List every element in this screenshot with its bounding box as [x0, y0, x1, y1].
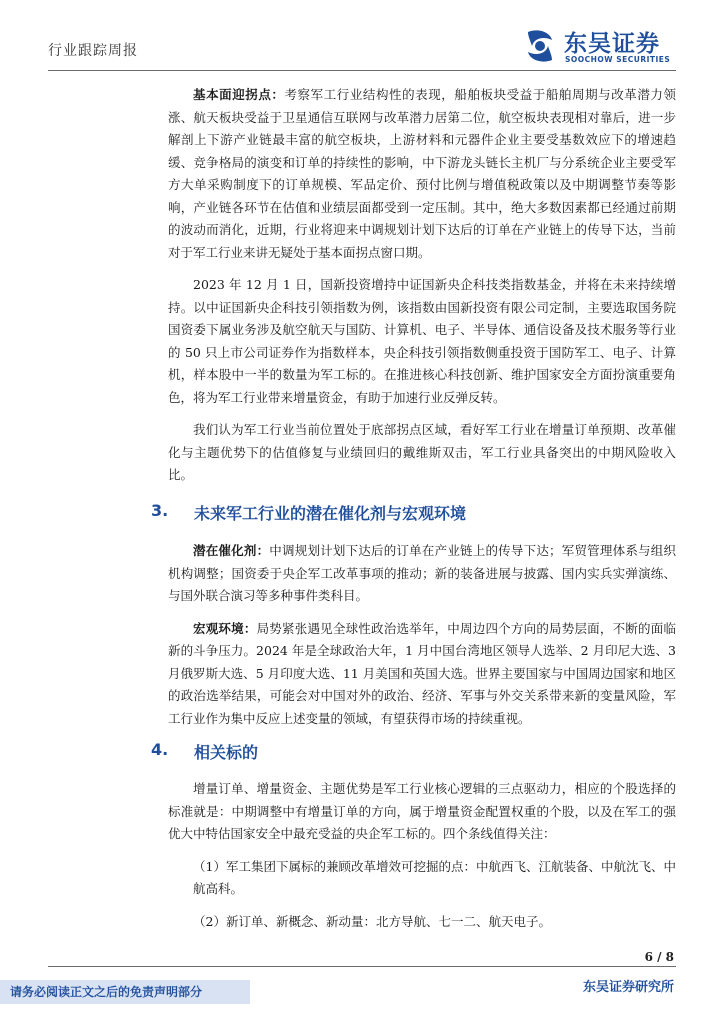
paragraph-text: 局势紧张遇见全球性政治选举年，中周边四个方向的局势层面，不断的面临新的斗争压力。2024 年是全球政治大年，1 月中国台湾地区领导人选举、2 月印尼大选、3 月俄罗斯大选、5 月印度大选、11 月美国和英国大选。世界主要国家与中国周边国家和地区的政治选举结果，可能会对中国对外的政治、经济、军事与外交关系带来新的变量风险，军工行业作为集中反应上述变量的领域，有望获得市场的持续重视。	[168, 620, 676, 726]
paragraph-text: 2023 年 12 月 1 日，国新投资增持中证国新央企科技类指数基金，并将在未来持续增持。以中证国新央企科技引领指数为例，该指数由国新投资有限公司定制，主要选取国务院国资委下属业务涉及航空航天与国防、计算机、电子、半导体、通信设备及技术服务等行业的 50 只上市公司证券作为指数样本，央企科技引领指数侧重投资于国防军工、电子、计算机，样本股中一半的数量为军工标的。在推进核心科技创新、维护国家安全方面扮演重要角色，将为军工行业带来增量资金，有助于加速行业反弹反转。	[168, 277, 676, 405]
section4-heading	[151, 740, 676, 763]
page-number: 6 / 8	[644, 950, 674, 964]
paragraph-lead: 潜在催化剂：	[193, 543, 270, 558]
paragraph-text: 中调规划计划下达后的订单在产业链上的传导下达；军贸管理体系与组织机构调整；国资委于央企军工改革事项的推动；新的装备进展与披露、国内实兵实弹演练、与国外联合演习等多种事件类科目。	[168, 543, 676, 603]
paragraph-macro-environment	[168, 618, 676, 731]
section4-body	[168, 778, 676, 943]
list-item-text: （1）军工集团下属标的兼顾改革增效可挖掘的点：中航西飞、江航装备、中航沈飞、中航高科。	[193, 858, 676, 896]
paragraph-text: 考察军工行业结构性的表现，船舶板块受益于船舶周期与改革潜力领涨、航天板块受益于卫星通信互联网与改革潜力居第二位，航空板块表现相对靠后，进一步解剖上下游产业链最丰富的航空板块，上游材料和元器件企业主要受基数效应下的增速趋缓、竞争格局的演变和订单的持续性的影响，中下游龙头链长主机厂与分系统企业主要受军方大单采购制度下的订单规模、军品定价、预付比例与增值税政策以及中期调整节奏等影响，产业链各环节在估值和业绩层面都受到一定压制。其中，绝大多数因素都已经通过前期的波动而消化，近期，行业将迎来中调规划计划下达后的订单在产业链上的传导下达，当前对于军工行业来讲无疑处于基本面拐点窗口期。	[168, 87, 676, 260]
paragraph-text: 增量订单、增量资金、主题优势是军工行业核心逻辑的三点驱动力，相应的个股选择的标准就是：中期调整中有增量订单的方向，属于增量资金配置权重的个股，以及在军工的强优大中特估国家安全中最充受益的央企军工标的。四个条线值得关注：	[168, 781, 676, 841]
section3-heading	[151, 501, 676, 524]
section-title: 相关标的	[194, 743, 259, 762]
header-divider	[48, 70, 676, 71]
paragraph-related-targets	[168, 778, 676, 846]
report-type-label: 行业跟踪周报	[48, 43, 138, 59]
list-item-text: （2）新订单、新概念、新动量：北方导航、七一二、航天电子。	[193, 913, 551, 929]
section-number: 4.	[151, 740, 169, 759]
logo-mark-icon	[520, 26, 560, 66]
logo-english-name: SOOCHOW SECURITIES	[565, 55, 671, 64]
section-title: 未来军工行业的潜在催化剂与宏观环境	[194, 504, 467, 523]
section-number: 3.	[151, 501, 169, 520]
research-institute-name: 东吴证券研究所	[582, 980, 674, 995]
company-logo	[520, 24, 680, 68]
paragraph-guoxin-investment	[168, 274, 676, 409]
paragraph-outlook	[168, 419, 676, 487]
paragraph-catalysts	[168, 540, 676, 608]
list-item	[168, 911, 676, 934]
paragraph-lead: 宏观环境：	[193, 620, 257, 636]
logo-name: 东吴证券	[564, 31, 660, 57]
paragraph-text: 我们认为军工行业当前位置处于底部拐点区域，看好军工行业在增量订单预期、改革催化与主题优势下的估值修复与业绩回归的戴维斯双击，军工行业具备突出的中期风险收入比。	[168, 422, 676, 482]
disclaimer-banner: 请务必阅读正文之后的免责声明部分	[0, 980, 250, 1004]
section3-body	[168, 540, 676, 740]
paragraph-lead: 基本面迎拐点：	[193, 87, 285, 102]
footer-divider	[48, 966, 676, 967]
paragraph-fundamental-inflection	[168, 84, 676, 264]
list-item	[168, 856, 676, 901]
section2-body	[168, 84, 676, 497]
